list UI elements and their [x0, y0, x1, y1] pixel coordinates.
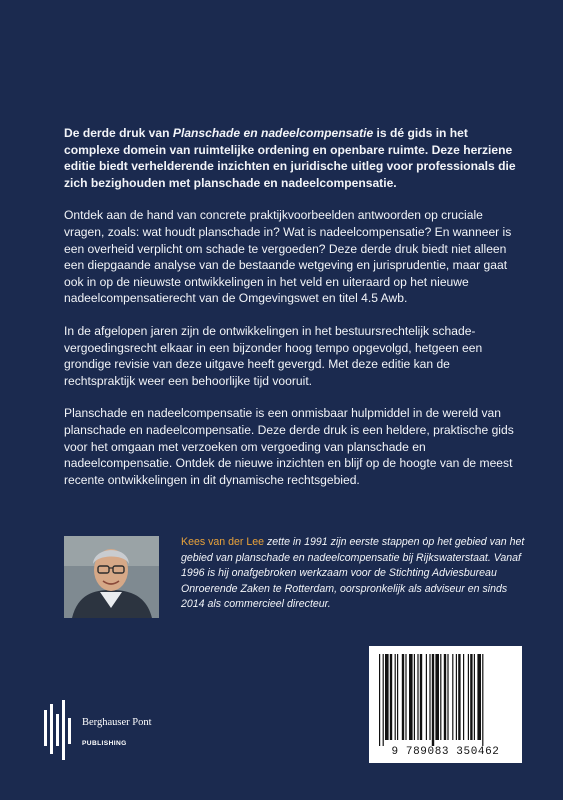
author-photo — [64, 536, 159, 618]
isbn-number: 9 789083 350462 — [391, 746, 500, 758]
publisher-mark-icon — [42, 700, 78, 762]
barcode-bar — [456, 654, 457, 740]
barcode-bar — [458, 654, 460, 740]
intro-rest: is dé gids in het complexe domein van ruimtelijke ordening en openbare ruimte. Deze herziene editie biedt verhelderende inzichten en juridische uitleg voor professionals die zich bezighouden met planschade en nadeelcompensatie. — [64, 126, 516, 190]
barcode-bar — [463, 654, 464, 740]
barcode-bar — [409, 654, 413, 740]
publisher-name: Berghauser Pont — [82, 717, 152, 728]
barcode-bar — [432, 654, 434, 746]
author-section — [64, 536, 524, 626]
barcode-bar — [405, 654, 406, 740]
barcode-bar — [447, 654, 448, 740]
barcode-bar — [417, 654, 418, 740]
barcode-bar — [426, 654, 427, 740]
barcode-bar — [470, 654, 472, 740]
intro-lead: De derde druk van — [64, 126, 173, 140]
barcode-bar — [440, 654, 441, 740]
barcode-bar — [435, 654, 439, 740]
barcode-bars — [369, 646, 522, 746]
barcode-bar — [429, 654, 430, 740]
barcode-bar — [468, 654, 469, 740]
author-name: Kees van der Lee — [181, 536, 265, 548]
intro-paragraph — [64, 125, 524, 191]
publisher-logo — [42, 700, 182, 762]
barcode-bar — [477, 654, 481, 740]
barcode-bar — [390, 654, 392, 740]
body-paragraph-2: In de afgelopen jaren zijn de ontwikkelingen in het bestuursrechtelijk schade-vergoedingsrecht elkaar in een bijzonder hoog tempo opgevolgd, hetgeen een grondige revisie van deze uitgave heeft gevergd. Met deze editie kan de rechtspraktijk weer een behoorlijke tijd vooruit. — [64, 323, 483, 388]
barcode-bar — [452, 654, 453, 740]
barcode-bar — [414, 654, 415, 740]
intro-book-title: Planschade en nadeelcompensatie — [172, 126, 374, 140]
blurb-text — [64, 125, 524, 504]
barcode-bar — [444, 654, 446, 740]
author-bio — [181, 535, 531, 613]
author-bio-text: zette in 1991 zijn eerste stappen op het gebied van het gebied van planschade en nadeelcompensatie bij Rijkswaterstaat. Vanaf 1996 is hij onafgebroken werkzaam voor de Stichting Adviesbureau Onroerende Zaken te Rotterdam, oorspronkelijk als adviseur en sinds 2014 als commercieel directeur. — [181, 536, 525, 611]
body-paragraph-1: Ontdek aan de hand van concrete praktijkvoorbeelden antwoorden op cruciale vragen, zoals: wat houdt planschade in? Wat is nadeelcompensatie? En wanneer is een overheid verplicht om schade te vergoeden? Deze derde druk biedt niet alleen een diepgaande analyse van de bestaande wetgeving en jurisprudentie, maar gaat ook in op de nieuwste ontwikkelingen in het veld en uiteraard op het nieuwe nadeelcompensatierecht van de Omgevingswet en titel 4.5 Awb. — [64, 208, 512, 306]
barcode-bar — [420, 654, 422, 740]
barcode-bar — [482, 654, 483, 746]
publisher-subtitle: PUBLISHING — [82, 740, 127, 747]
isbn-barcode — [369, 646, 522, 763]
barcode-bar — [385, 654, 389, 740]
barcode-bar — [474, 654, 475, 740]
barcode-bar — [379, 654, 380, 746]
barcode-bar — [402, 654, 404, 740]
barcode-bar — [397, 654, 398, 740]
body-paragraph-3: Planschade en nadeelcompensatie is een onmisbaar hulpmiddel in de wereld van planschade en nadeelcompensatie. Deze derde druk is een heldere, praktische gids voor het omgaan met verzoeken om vergoeding van planschade en nadeelcompensatie. Ontdek de nieuwe inzichten en blijf op de hoogte van de meest recente ontwikkelingen in dit dynamische rechtsgebied. — [64, 406, 514, 487]
barcode-bar — [395, 654, 396, 740]
barcode-bar — [383, 654, 384, 746]
